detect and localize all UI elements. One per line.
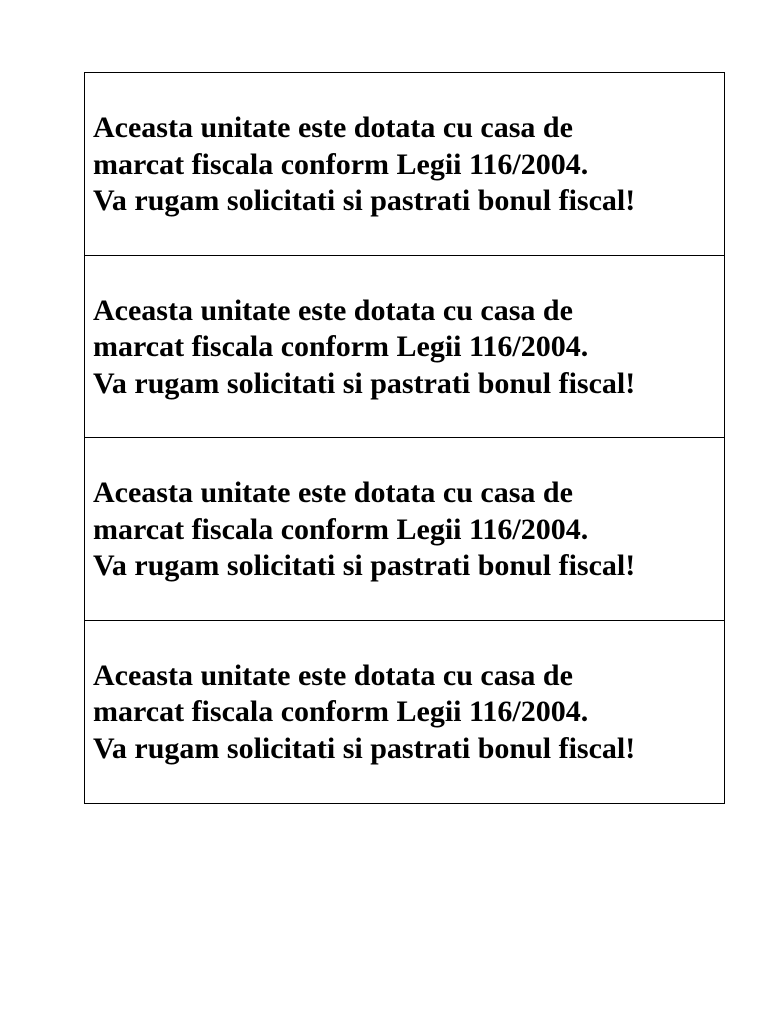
label-line: marcat fiscala conform Legii 116/2004. bbox=[93, 147, 589, 181]
label-line: marcat fiscala conform Legii 116/2004. bbox=[93, 695, 589, 728]
label-line: Aceasta unitate este dotata cu casa de bbox=[93, 476, 573, 509]
label-table bbox=[84, 72, 725, 804]
label-line: marcat fiscala conform Legii 116/2004. bbox=[93, 512, 589, 546]
label-line: Va rugam solicitati si pastrati bonul fiscal! bbox=[93, 184, 636, 217]
label-line: Aceasta unitate este dotata cu casa de bbox=[93, 111, 573, 144]
label-line: Va rugam solicitati si pastrati bonul fiscal! bbox=[93, 731, 636, 765]
label-cell bbox=[85, 256, 724, 439]
label-cell bbox=[85, 621, 724, 804]
label-cell bbox=[85, 438, 724, 621]
label-line: Aceasta unitate este dotata cu casa de bbox=[93, 658, 573, 692]
label-line: Aceasta unitate este dotata cu casa de bbox=[93, 293, 573, 327]
label-cell bbox=[85, 73, 724, 256]
label-line: Va rugam solicitati si pastrati bonul fiscal! bbox=[93, 366, 636, 400]
label-line: marcat fiscala conform Legii 116/2004. bbox=[93, 330, 589, 363]
label-line: Va rugam solicitati si pastrati bonul fiscal! bbox=[93, 549, 636, 582]
